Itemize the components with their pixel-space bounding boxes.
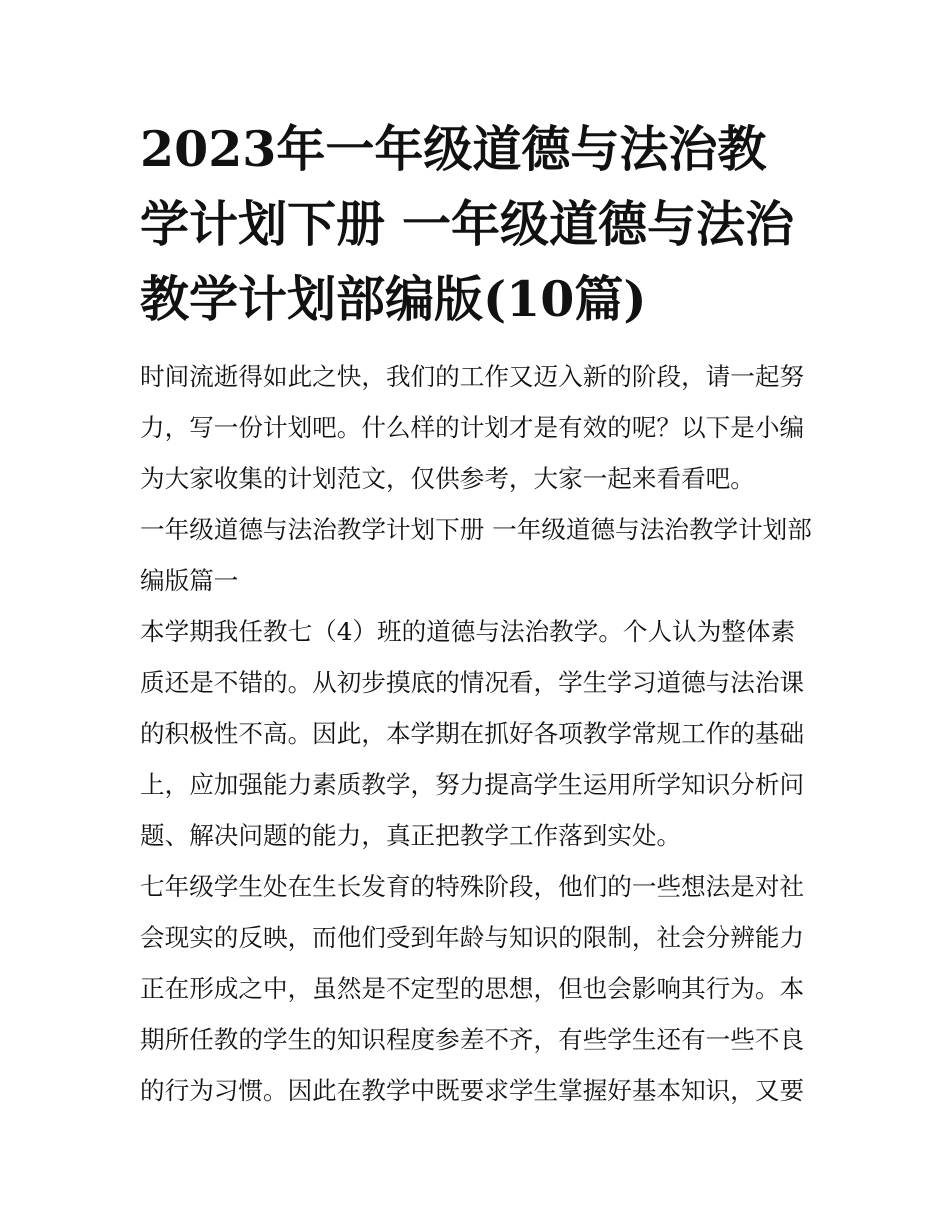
- intro-paragraph: 时间流逝得如此之快，我们的工作又迈入新的阶段，请一起努力，写一份计划吧。什么样的计划才是有效的呢？以下是小编为大家收集的计划范文，仅供参考，大家一起来看看吧。: [140, 362, 805, 493]
- body-paragraph: 七年级学生处在生长发育的特殊阶段，他们的一些想法是对社会现实的反映，而他们受到年龄与知识的限制，社会分辨能力正在形成之中，虽然是不定型的思想，但也会影响其行为。本期所任教的学生的知识程度参差不齐，有些学生还有一些不良的行为习惯。因此在教学中既要求学生掌握好基本知识，又要: [140, 872, 805, 1105]
- document-page: [140, 112, 812, 1116]
- document-title: 2023年一年级道德与法治教学计划下册 一年级道德与法治教学计划部编版(10篇): [140, 120, 795, 328]
- document-body: [140, 351, 812, 1116]
- section-heading: 一年级道德与法治教学计划下册 一年级道德与法治教学计划部编版篇一: [140, 515, 812, 595]
- body-paragraph: 本学期我任教七（4）班的道德与法治教学。个人认为整体素质还是不错的。从初步摸底的情况看，学生学习道德与法治课的积极性不高。因此，本学期在抓好各项教学常规工作的基础上，应加强能力素质教学，努力提高学生运用所学知识分析问题、解决问题的能力，真正把教学工作落到实处。: [140, 617, 805, 850]
